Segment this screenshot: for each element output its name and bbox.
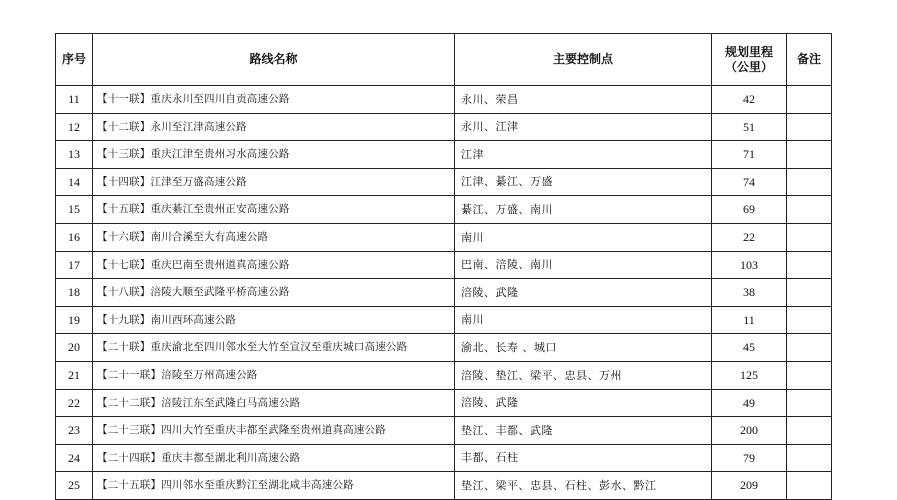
cell-remarks	[787, 113, 832, 141]
header-seq: 序号	[56, 34, 93, 86]
table-row	[56, 472, 832, 500]
cell-mileage: 22	[712, 223, 787, 251]
cell-route: 【十九联】南川西环高速公路	[93, 306, 455, 334]
cell-mileage: 11	[712, 306, 787, 334]
table-header-row	[56, 34, 832, 86]
cell-control-points: 丰都、石柱	[455, 444, 712, 472]
cell-remarks	[787, 223, 832, 251]
header-mileage-line2: （公里）	[724, 59, 773, 74]
table-row	[56, 223, 832, 251]
table-row	[56, 141, 832, 169]
header-route-name: 路线名称	[93, 34, 455, 86]
cell-control-points: 垫江、丰都、武隆	[455, 417, 712, 445]
cell-remarks	[787, 86, 832, 114]
cell-seq: 20	[56, 334, 93, 362]
table-row	[56, 361, 832, 389]
cell-mileage: 79	[712, 444, 787, 472]
cell-remarks	[787, 361, 832, 389]
expressway-plan-table	[55, 33, 832, 500]
cell-remarks	[787, 279, 832, 307]
cell-route: 【二十五联】四川邻水至重庆黔江至湖北咸丰高速公路	[93, 472, 455, 500]
cell-control-points: 渝北、长寿 、城口	[455, 334, 712, 362]
cell-mileage: 74	[712, 168, 787, 196]
cell-seq: 13	[56, 141, 93, 169]
header-mileage-line1: 规划里程	[724, 45, 773, 60]
header-control-points: 主要控制点	[455, 34, 712, 86]
cell-control-points: 涪陵、垫江、梁平、忠县、万州	[455, 361, 712, 389]
table-row	[56, 444, 832, 472]
cell-control-points: 綦江、万盛、南川	[455, 196, 712, 224]
cell-seq: 24	[56, 444, 93, 472]
header-remarks: 备注	[787, 34, 832, 86]
table-row	[56, 306, 832, 334]
cell-control-points: 涪陵、武隆	[455, 389, 712, 417]
cell-mileage: 209	[712, 472, 787, 500]
cell-mileage: 49	[712, 389, 787, 417]
cell-control-points: 涪陵、武隆	[455, 279, 712, 307]
cell-control-points: 永川、荣昌	[455, 86, 712, 114]
cell-remarks	[787, 334, 832, 362]
cell-control-points: 垫江、梁平、忠县、石柱、彭水、黔江	[455, 472, 712, 500]
table-row	[56, 251, 832, 279]
cell-seq: 19	[56, 306, 93, 334]
cell-seq: 22	[56, 389, 93, 417]
cell-remarks	[787, 141, 832, 169]
cell-remarks	[787, 417, 832, 445]
cell-mileage: 45	[712, 334, 787, 362]
cell-route: 【十四联】江津至万盛高速公路	[93, 168, 455, 196]
cell-seq: 16	[56, 223, 93, 251]
cell-remarks	[787, 389, 832, 417]
cell-control-points: 永川、江津	[455, 113, 712, 141]
cell-seq: 25	[56, 472, 93, 500]
cell-route: 【十一联】重庆永川至四川自贡高速公路	[93, 86, 455, 114]
cell-seq: 15	[56, 196, 93, 224]
cell-route: 【二十联】重庆渝北至四川邻水至大竹至宣汉至重庆城口高速公路	[93, 334, 455, 362]
cell-seq: 18	[56, 279, 93, 307]
cell-control-points: 江津、綦江、万盛	[455, 168, 712, 196]
table-row	[56, 196, 832, 224]
table-row	[56, 168, 832, 196]
cell-control-points: 南川	[455, 223, 712, 251]
cell-route: 【二十二联】涪陵江东至武隆白马高速公路	[93, 389, 455, 417]
header-mileage	[712, 34, 787, 86]
table-row	[56, 279, 832, 307]
cell-mileage: 69	[712, 196, 787, 224]
cell-control-points: 江津	[455, 141, 712, 169]
cell-seq: 21	[56, 361, 93, 389]
cell-route: 【十七联】重庆巴南至贵州道真高速公路	[93, 251, 455, 279]
cell-remarks	[787, 168, 832, 196]
cell-route: 【二十一联】涪陵至万州高速公路	[93, 361, 455, 389]
cell-mileage: 42	[712, 86, 787, 114]
cell-route: 【十六联】南川合溪至大有高速公路	[93, 223, 455, 251]
cell-route: 【二十四联】重庆丰都至湖北利川高速公路	[93, 444, 455, 472]
cell-control-points: 巴南、涪陵、南川	[455, 251, 712, 279]
cell-route: 【十八联】涪陵大顺至武隆平桥高速公路	[93, 279, 455, 307]
cell-route: 【十二联】永川至江津高速公路	[93, 113, 455, 141]
cell-remarks	[787, 196, 832, 224]
cell-mileage: 51	[712, 113, 787, 141]
cell-remarks	[787, 444, 832, 472]
cell-seq: 11	[56, 86, 93, 114]
cell-mileage: 71	[712, 141, 787, 169]
cell-mileage: 103	[712, 251, 787, 279]
table-row	[56, 334, 832, 362]
table-row	[56, 86, 832, 114]
cell-seq: 14	[56, 168, 93, 196]
cell-seq: 17	[56, 251, 93, 279]
cell-remarks	[787, 251, 832, 279]
cell-control-points: 南川	[455, 306, 712, 334]
cell-remarks	[787, 472, 832, 500]
cell-seq: 12	[56, 113, 93, 141]
cell-route: 【二十三联】四川大竹至重庆丰都至武隆至贵州道真高速公路	[93, 417, 455, 445]
cell-seq: 23	[56, 417, 93, 445]
cell-route: 【十五联】重庆綦江至贵州正安高速公路	[93, 196, 455, 224]
table-row	[56, 113, 832, 141]
cell-mileage: 125	[712, 361, 787, 389]
cell-remarks	[787, 306, 832, 334]
table-row	[56, 417, 832, 445]
cell-route: 【十三联】重庆江津至贵州习水高速公路	[93, 141, 455, 169]
table-row	[56, 389, 832, 417]
cell-mileage: 38	[712, 279, 787, 307]
cell-mileage: 200	[712, 417, 787, 445]
